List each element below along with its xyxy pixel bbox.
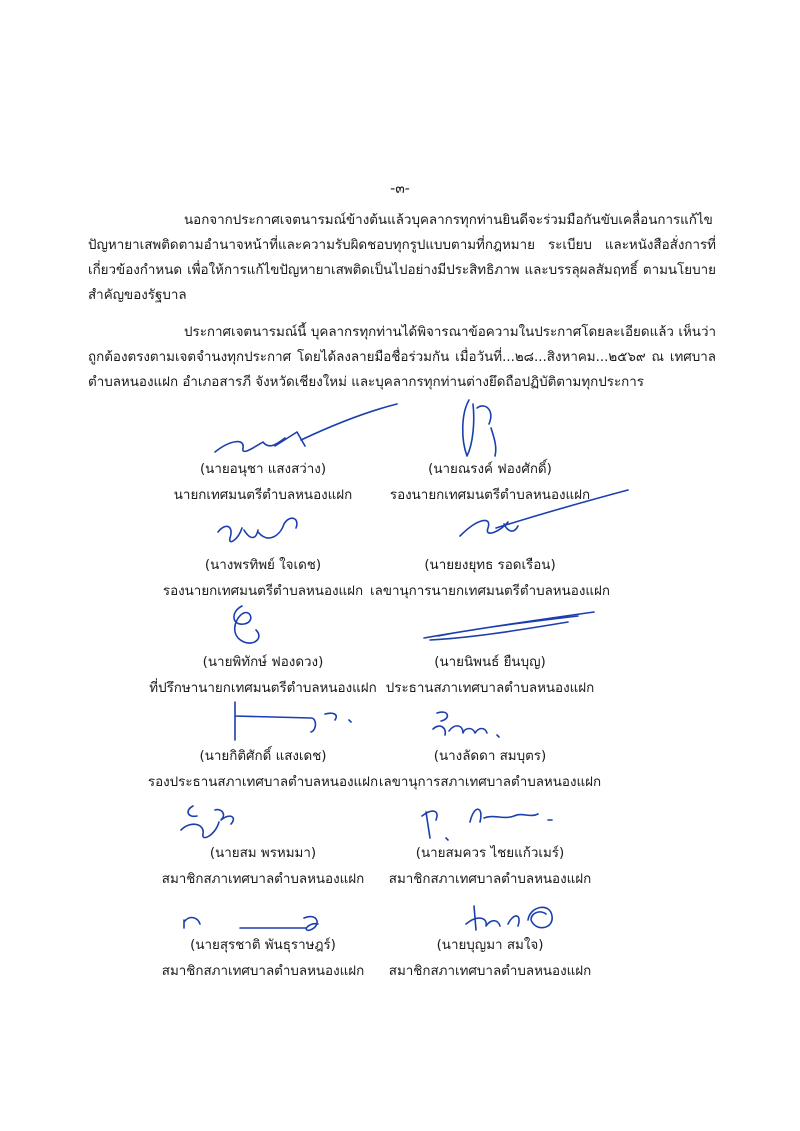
signatory-block	[355, 933, 625, 985]
signatory-name: (นายอนุชา แสงสว่าง)	[199, 462, 327, 477]
signature-mark-3	[210, 510, 305, 555]
signatory-position: รองนายกเทศมนตรีตำบลหนองแฝก	[162, 584, 364, 599]
signature-mark-1	[205, 402, 405, 462]
signature-mark-12	[458, 898, 568, 938]
signatory-block	[355, 841, 625, 893]
signatory-name: (นายสมควร ไชยแก้วเมร์)	[415, 846, 565, 861]
signatory-position: ที่ปรึกษานายกเทศมนตรีตำบลหนองแฝก	[149, 681, 377, 696]
paragraph-declaration: ประกาศเจตนารมณ์นี้ บุคลากรทุกท่านได้พิจารณาข้อความในประกาศโดยละเอียดแล้ว เห็นว่าถูกต้องตรงตามเจตจำนงทุกประกาศ โดยได้ลงลายมือชื่อร่วมกัน เมื่อวันที่...๒๘...สิงหาคม...๒๕๖๙ ณ เทศบาลตำบลหนองแฝก อำเภอสารภี จังหวัดเชียงใหม่ และบุคลากรทุกท่านต่างยึดถือปฏิบัติตามทุกประการ	[88, 325, 716, 390]
signature-mark-5	[220, 602, 270, 650]
signature-mark-6	[418, 608, 598, 646]
signatory-name: (นายยงยุทธ รอดเรือน)	[424, 558, 556, 573]
signatory-position: รองประธานสภาเทศบาลตำบลหนองแฝก	[147, 775, 379, 790]
signatory-name: (นายพิทักษ์ ฟองดวง)	[202, 655, 324, 670]
page-number: -๓-	[390, 181, 410, 197]
signatory-block	[355, 744, 625, 796]
signatory-name: (นายบุญมา สมใจ)	[436, 938, 544, 953]
signatory-position: เลขานุการสภาเทศบาลตำบลหนองแฝก	[378, 775, 602, 790]
signatory-name: (นายนิพนธ์ ยืนบุญ)	[434, 655, 546, 670]
signature-mark-11	[178, 900, 338, 934]
signatory-block	[355, 553, 625, 605]
signatory-block	[355, 457, 625, 509]
signatory-name: (นางพรทิพย์ ใจเดช)	[204, 558, 322, 573]
signatory-position: นายกเทศมนตรีตำบลหนองแฝก	[173, 488, 353, 503]
signature-mark-8	[425, 705, 505, 745]
signatory-position: สมาชิกสภาเทศบาลตำบลหนองแฝก	[161, 964, 365, 979]
signatory-block	[355, 650, 625, 702]
signature-mark-10	[418, 798, 578, 846]
paragraph-commitment: นอกจากประกาศเจตนารมณ์ข้างต้นแล้วบุคลากรทุกท่านยินดีจะร่วมมือกันขับเคลื่อนการแก้ไขปัญหายาเสพติดตามอำนาจหน้าที่และความรับผิดชอบทุกรูปแบบตามที่กฎหมาย ระเบียบ และหนังสือสั่งการที่เกี่ยวข้องกำหนด เพื่อให้การแก้ไขปัญหายาเสพติดเป็นไปอย่างมีประสิทธิภาพ และบรรลุผลสัมฤทธิ์ ตามนโยบายสำคัญของรัฐบาล	[88, 213, 716, 303]
signatory-name: (นายณรงค์ ฟองศักดิ์)	[428, 462, 552, 477]
signatory-name: (นายสุรชาติ พันธุราษฎร์)	[190, 938, 336, 953]
signature-mark-2	[455, 394, 515, 462]
signatory-name: (นายสม พรหมมา)	[209, 846, 317, 861]
signatory-position: รองนายกเทศมนตรีตำบลหนองแฝก	[389, 488, 591, 503]
signatory-position: สมาชิกสภาเทศบาลตำบลหนองแฝก	[388, 964, 592, 979]
signatory-position: ประธานสภาเทศบาลตำบลหนองแฝก	[385, 681, 595, 696]
signatory-name: (นางลัดดา สมบุตร)	[433, 749, 547, 764]
signatory-name: (นายกิติศักดิ์ แสงเดช)	[199, 749, 327, 764]
signature-mark-7	[225, 700, 355, 745]
signatory-position: เลขานุการนายกเทศมนตรีตำบลหนองแฝก	[370, 584, 610, 599]
signatory-position: สมาชิกสภาเทศบาลตำบลหนองแฝก	[388, 872, 592, 887]
signatory-position: สมาชิกสภาเทศบาลตำบลหนองแฝก	[161, 872, 365, 887]
